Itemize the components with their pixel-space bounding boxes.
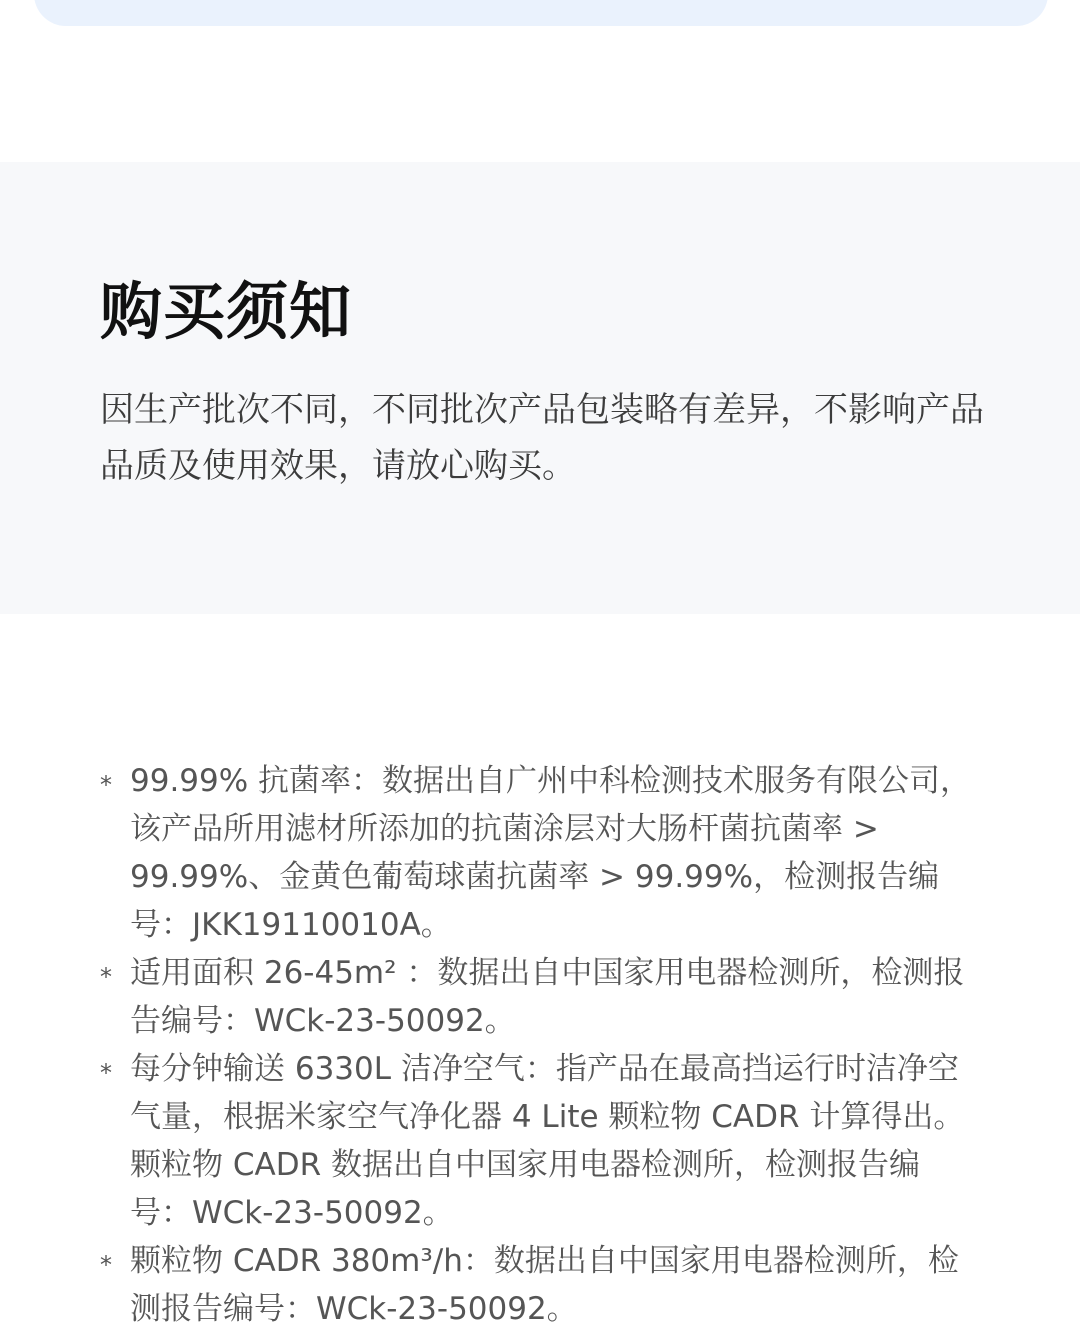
asterisk-icon: *	[100, 1251, 112, 1279]
footnote-item	[100, 757, 980, 949]
footnote-item	[100, 1237, 980, 1333]
footnote-item	[100, 949, 980, 1045]
footnotes-list	[100, 757, 980, 1333]
footnote-text: 每分钟输送 6330L 洁净空气：指产品在最高挡运行时洁净空气量，根据米家空气净化器 4 Lite 颗粒物 CADR 计算得出。颗粒物 CADR 数据出自中国家用电器检测所，检测报告编号：WCk-23-50092。	[130, 1051, 965, 1231]
footnote-text: 颗粒物 CADR 380m³/h：数据出自中国家用电器检测所，检测报告编号：WCk-23-50092。	[130, 1243, 959, 1327]
purchase-notice-section	[0, 162, 1080, 614]
purchase-notice-title: 购买须知	[100, 275, 353, 348]
footnote-text: 适用面积 26-45m² ：数据出自中国家用电器检测所，检测报告编号：WCk-23-50092。	[130, 955, 965, 1039]
top-card	[34, 0, 1048, 26]
footnote-item	[100, 1045, 980, 1237]
asterisk-icon: *	[100, 1059, 112, 1087]
asterisk-icon: *	[100, 771, 112, 799]
footnote-text: 99.99% 抗菌率：数据出自广州中科检测技术服务有限公司，该产品所用滤材所添加的抗菌涂层对大肠杆菌抗菌率 > 99.99%、金黄色葡萄球菌抗菌率 > 99.99%，检测报告编号：JKK19110010A。	[130, 763, 972, 943]
purchase-notice-body: 因生产批次不同，不同批次产品包装略有差异，不影响产品品质及使用效果，请放心购买。	[100, 390, 984, 486]
asterisk-icon: *	[100, 963, 112, 991]
